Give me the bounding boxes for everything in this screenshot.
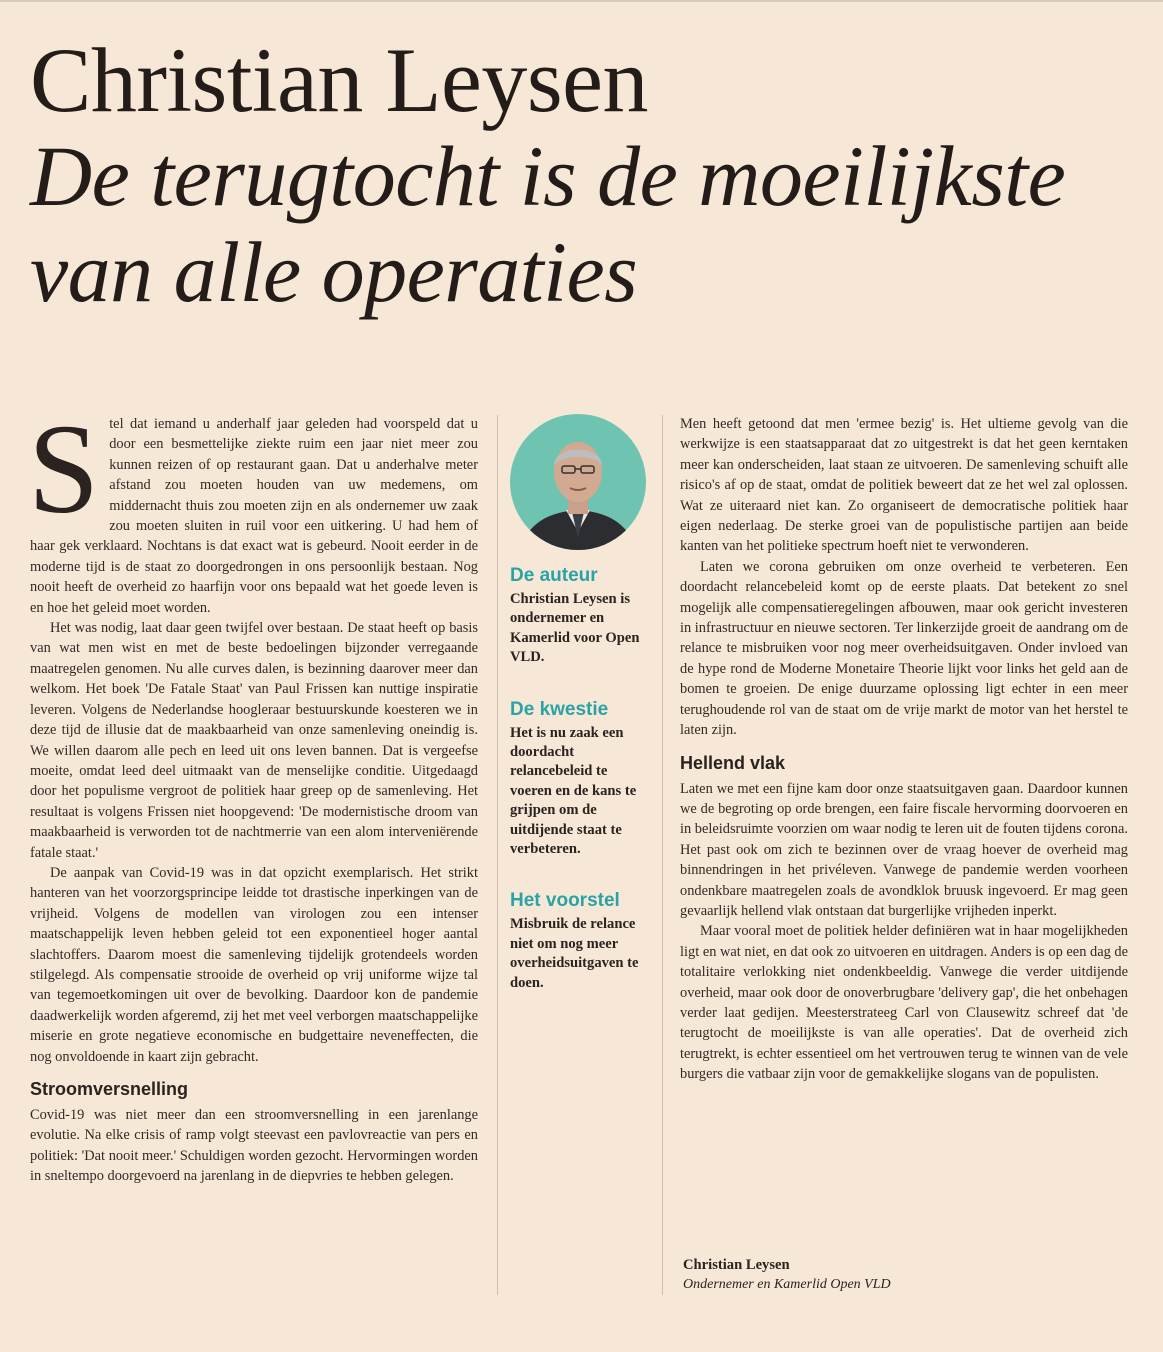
signature-role: Ondernemer en Kamerlid Open VLD [683,1277,891,1292]
paragraph-5: Men heeft getoond dat men 'ermee bezig' is. Het ultieme gevolg van die werkwijze is een staatsapparaat dat zo uitgestrekt is dat het geen kerntaken meer kan onderscheiden, laat staan ze uitvoeren. De samenleving schuift alle risico's af op de staat, omdat de politiek beweert dat ze het wel zal oplossen. Wat ze uiteraard niet kan. Zo organiseert de democratische politiek haar eigen nederlaag. De sterke groei van de populistische partijen aan beide kanten van het politieke spectrum hoeft niet te verwonderen. [680,416,1128,555]
paragraph-1 [28,398,478,618]
drop-cap: S [28,398,100,540]
sidebar-author-text: Christian Leysen is ondernemer en Kamerlid voor Open VLD. [510,591,640,666]
sidebar-proposal-heading: Het voorstel [510,890,620,912]
paragraph-8: Maar vooral moet de politiek helder definiëren wat in haar mogelijkheden ligt en wat niet, en dat ook zo uitvoeren en uitdragen. Anders is op een dag de totalitaire verlokking niet ondenkbeeldig. Vanwege die verder uitdijende overheid, maar ook door de onoverbrugbare 'delivery gap', die het onbehagen verder laat gedijen. Meesterstrateeg Carl von Clausewitz schreef dat 'de terugtocht de moeilijkste is van alle operaties'. Dat de overheid zich terugtrekt, is echter essentieel om het vertrouwen terug te winnen van de vele burgers die vatbaar zijn voor de gemakkelijke slogans van de populisten. [680,923,1128,1083]
sidebar-issue-heading: De kwestie [510,698,609,720]
paragraph-4: Covid-19 was niet meer dan een stroomversnelling in een jarenlange evolutie. Na elke crisis of ramp volgt steevast een pavlovreactie van pers en politiek: 'Dat nooit meer.' Schuldigen worden gezocht. Hervormingen worden in sneltempo doorgevoerd na jarenlang in de diepvries te hebben gelegen. [30,1107,478,1185]
sidebar [510,414,650,993]
signature [683,1255,891,1295]
subhead-hellend-vlak: Hellend vlak [680,752,786,773]
subhead-stroomversnelling: Stroomversnelling [30,1079,189,1099]
column-1 [28,398,478,1187]
author-photo [510,414,646,550]
paragraph-2: Het was nodig, laat daar geen twijfel over bestaan. De staat heeft op basis van wat men wist en met de beste bedoelingen bijzonder verregaande maatregelen genomen. Nu alle curves dalen, is bezinning daarover meer dan welkom. Het boek 'De Fatale Staat' van Paul Frissen kan nuttige inspiratie leveren. Volgens de Nederlandse hoogleraar bestuurskunde koesteren we in deze tijd de illusie dat de maakbaarheid van onze samenleving oneindig is. We willen daarom alle pech en leed uit ons leven bannen. Dat is vergeefse moeite, omdat leed deel uitmaakt van de menselijke conditie. Uitgedaagd door het populisme vergroot de politiek haar greep op de samenleving. Het resultaat is volgens Frissen niet hoopgevend: 'De modernistische droom van maakbaarheid is verworden tot de nachtmerrie van een alom interveniërende fatale staat.' [30,620,478,861]
column-divider-left [497,415,498,1295]
column-divider-right [662,415,663,1295]
column-3 [680,414,1128,1085]
sidebar-issue-text: Het is nu zaak een doordacht relancebeleid te voeren en de kans te grijpen om de uitdijende staat te verbeteren. [510,724,637,858]
sidebar-proposal-text: Misbruik de relance niet om nog meer overheidsuitgaven te doen. [510,916,639,991]
sidebar-author-heading: De auteur [510,565,598,586]
signature-name: Christian Leysen [683,1257,790,1273]
author-portrait-icon [510,414,646,550]
top-rule [0,0,1163,2]
paragraph-6: Laten we corona gebruiken om onze overheid te verbeteren. Een doordacht relancebeleid komt op de eerste plaats. Dat betekent zo snel mogelijk alle compensatieregelingen afbouwen, maar ook gericht investeren in infrastructuur en nieuwe sectoren. Ter linkerzijde groeit de aandrang om de relance te misbruiken voor nog meer overheidsuitgaven. Onder invloed van de hype rond de Moderne Monetaire Theorie lijkt voor links het geld aan de bomen te groeien. De enige duurzame oplossing ligt echter in een meer terughoudende rol van de staat om de vrije markt de motor van het herstel te laten zijn. [680,558,1128,739]
article-title: De terugtocht is de moeilijkste van alle operaties [30,128,1066,320]
author-name-headline: Christian Leysen [30,29,648,131]
paragraph-3: De aanpak van Covid-19 was in dat opzicht exemplarisch. Het strikt hanteren van het voorzorgsprincipe leidde tot drastische inperkingen van de vrijheid. Volgens de modellen van virologen zou een intenser maatschappelijk leven hebben geleid tot een exponentieel hoger aantal slachtoffers. Daarom moest die samenleving tijdelijk grotendeels worden stilgelegd. Als compensatie strooide de overheid op vrij uniforme wijze tal van tegemoetkomingen uit over de bevolking. Daardoor kon de pandemie daadwerkelijk worden afgeremd, zij het met veel verborgen maatschappelijke miserie en grote negatieve economische en budgettaire neveneffecten, die nog onvoldoende in kaart zijn gebracht. [30,864,478,1065]
paragraph-7: Laten we met een fijne kam door onze staatsuitgaven gaan. Daardoor kunnen we de begroting op orde brengen, een faire fiscale hervorming doorvoeren en in beleidsruimte voorzien om waar nodig te leren uit de fouten tijdens corona. Het past ook om zich te bezinnen over de vraag hoever de overheid mag binnendringen in het privéleven. Vanwege de pandemie werden voorheen ondenkbare maatregelen zoals de avondklok bruusk ingevoerd. Er mag geen gevaarlijk hellend vlak ontstaan dat burgerlijke vrijheden inperkt. [680,780,1128,919]
paragraph-1-text: tel dat iemand u anderhalf jaar geleden had voorspeld dat u door een besmettelijke ziekte ruim een jaar niet meer zou kunnen reizen of op restaurant gaan. Dat u anderhalve meter afstand zou moeten houden van uw medemens, om middernacht thuis zou moeten zijn en als ondernemer uw zaak zou moeten sluiten in ruil voor een uitkering. U had hem of haar gek verklaard. Nochtans is dat exact wat is gebeurd. Nooit eerder in de moderne tijd is de staat zo doorgedrongen in ons persoonlijk bestaan. Nog nooit heeft de overheid zo haarfijn voor ons bepaald wat het goede leven is en hoe het geleid moet worden. [30,416,478,616]
